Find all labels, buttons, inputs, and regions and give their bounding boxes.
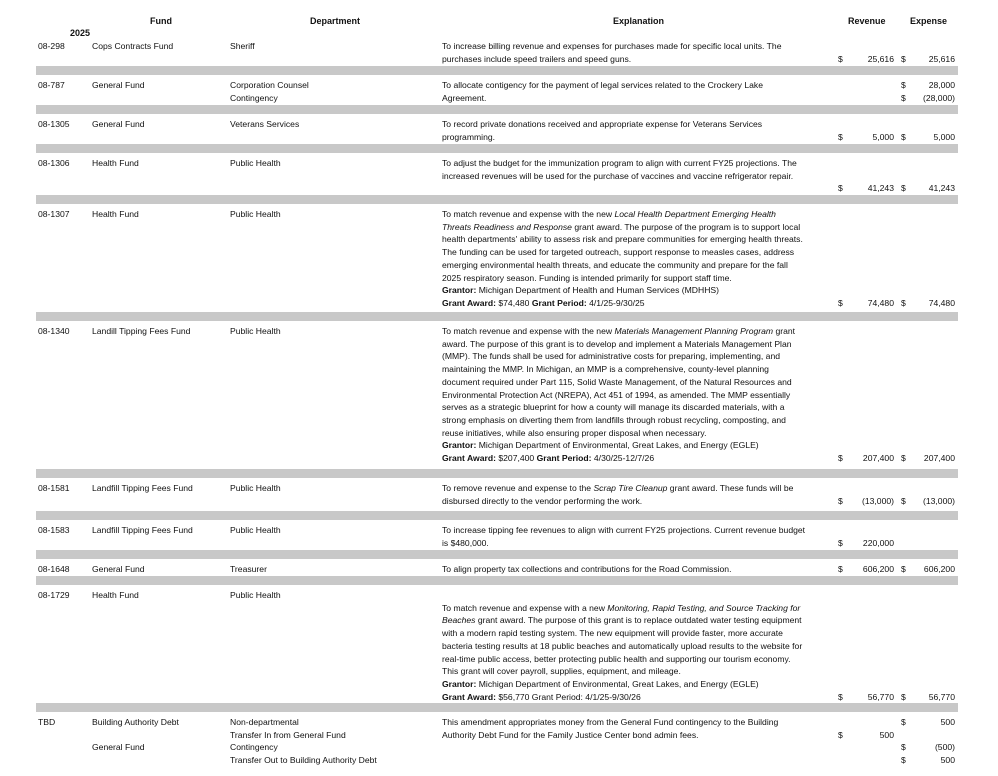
explanation-line: Environmental Protection Act (NREPA), Act 451 of 1994, as amended. The MMP essentially — [442, 389, 791, 400]
department-name: Public Health — [230, 326, 281, 336]
fund-name: Landfill Tipping Fees Fund — [92, 483, 193, 493]
department-name: Transfer Out to Building Authority Debt — [230, 755, 377, 766]
amount-value: 56,770 — [867, 691, 894, 702]
currency-symbol: $ — [901, 564, 906, 574]
header-expense: Expense — [910, 16, 948, 26]
amount-value: 56,770 — [928, 691, 955, 702]
department-name: Corporation Counsel — [230, 80, 309, 90]
explanation — [442, 563, 842, 576]
explanation-line: (MMP). The funds shall be used for administrative costs for preparing, implementing, and — [442, 351, 781, 362]
row-separator — [36, 312, 958, 321]
row-separator — [36, 576, 958, 585]
amendment-id: 08-1307 — [38, 209, 70, 219]
amount-value: 500 — [940, 717, 955, 727]
year-label: 2025 — [70, 28, 91, 38]
amendment-id: 08-1581 — [38, 483, 70, 493]
explanation-line: To match revenue and expense with a new Monitoring, Rapid Testing, and Source Tracking for — [442, 602, 801, 613]
currency-symbol: $ — [901, 183, 906, 194]
explanation-line: Grantor: Michigan Department of Environmental, Great Lakes, and Energy (EGLE) — [442, 440, 759, 451]
amount-value: (13,000) — [861, 495, 894, 506]
currency-symbol: $ — [901, 92, 906, 103]
currency-symbol: $ — [838, 537, 843, 548]
department-name: Contingency — [230, 92, 278, 103]
currency-symbol: $ — [901, 53, 906, 64]
amendment-id: 08-1648 — [38, 564, 70, 574]
currency-symbol: $ — [901, 80, 906, 90]
explanation-line: To adjust the budget for the immunization program to align with current FY25 projections. The — [442, 158, 797, 168]
explanation-line: Grant Award: $56,770 Grant Period: 4/1/25-9/30/26 — [442, 691, 641, 702]
department-name: Treasurer — [230, 564, 267, 574]
amount-value: 5,000 — [933, 131, 955, 142]
explanation-line: disbursed directly to the vendor performing the work. — [442, 495, 643, 506]
explanation — [442, 524, 842, 549]
row-separator — [36, 703, 958, 712]
explanation — [442, 482, 842, 507]
explanation — [442, 325, 842, 465]
explanation-line: To record private donations received and appropriate expense for Veterans Services — [442, 119, 763, 129]
currency-symbol: $ — [901, 297, 906, 308]
explanation-line: document required under Part 115, Solid Waste Management, of the Natural Resources and — [442, 376, 792, 387]
fund-name: Building Authority Debt — [92, 717, 179, 727]
amount-value: 41,243 — [928, 183, 955, 194]
amendment-id: 08-1729 — [38, 590, 70, 600]
header-explanation: Explanation — [613, 16, 665, 26]
explanation — [442, 79, 842, 104]
fund-name: Health Fund — [92, 209, 139, 219]
amount-value: 500 — [879, 729, 894, 740]
currency-symbol: $ — [838, 183, 843, 194]
amendment-id: 08-787 — [38, 80, 65, 90]
explanation-line: Agreement. — [442, 92, 487, 103]
amount-value: 220,000 — [862, 537, 894, 548]
amount-value: 74,480 — [928, 297, 955, 308]
amount-value: (28,000) — [922, 92, 955, 103]
explanation-line: Grantor: Michigan Department of Health and Human Services (MDHHS) — [442, 285, 720, 296]
currency-symbol: $ — [838, 453, 843, 463]
explanation-line: real-time public access, better protecting public health and supporting our tourism economy. — [442, 653, 791, 664]
amount-value: 74,480 — [867, 297, 894, 308]
header-fund: Fund — [150, 16, 172, 26]
explanation-line: Threats Readiness and Response grant award. The purpose of the program is to support local — [442, 221, 801, 232]
explanation-line: The funding can be used for targeted outreach, support response to measles cases, address — [442, 247, 795, 258]
explanation-line: Beaches grant award. The purpose of this grant is to replace outdated water testing equipment — [442, 615, 802, 626]
explanation-line: reuse initiatives, while also ensuring proper disposal when necessary. — [442, 427, 707, 438]
currency-symbol: $ — [838, 297, 843, 308]
row-separator — [36, 195, 958, 204]
amount-value: (13,000) — [922, 495, 955, 506]
currency-symbol: $ — [838, 729, 843, 740]
row-separator — [36, 511, 958, 520]
explanation-line: This grant will cover payroll, supplies, equipment, and mileage. — [442, 666, 681, 677]
amount-value: 5,000 — [872, 131, 894, 142]
amount-value: (500) — [934, 742, 955, 753]
explanation-line: To remove revenue and expense to the Scrap Tire Cleanup grant award. These funds will be — [442, 483, 794, 493]
fund-name: General Fund — [92, 80, 145, 90]
currency-symbol: $ — [838, 691, 843, 702]
explanation-line: To match revenue and expense with the new Local Health Department Emerging Health — [442, 209, 776, 219]
explanation-line: maintaining the MMP. In Michigan, an MMP is a comprehensive, county-level planning — [442, 364, 769, 375]
explanation-line: programming. — [442, 131, 496, 142]
fund-name: Health Fund — [92, 590, 139, 600]
currency-symbol: $ — [901, 717, 906, 727]
amendment-id: 08-1340 — [38, 326, 70, 336]
currency-symbol: $ — [838, 53, 843, 64]
department-name: Public Health — [230, 209, 281, 219]
explanation-line: serves as a strategic blueprint for how a county will manage its discarded materials, with a — [442, 402, 785, 413]
row-separator — [36, 144, 958, 153]
fund-name: Cops Contracts Fund — [92, 41, 174, 51]
department-name: Contingency — [230, 742, 278, 753]
explanation — [442, 157, 842, 182]
amendment-id: 08-1305 — [38, 119, 70, 129]
amount-value: 500 — [940, 755, 955, 766]
amendment-id: 08-1306 — [38, 158, 70, 168]
department-name: Veterans Services — [230, 119, 300, 129]
fund-name: General Fund — [92, 742, 145, 753]
explanation-line: purchases include speed trailers and speed guns. — [442, 53, 632, 64]
row-separator — [36, 105, 958, 114]
explanation-line: Grantor: Michigan Department of Environmental, Great Lakes, and Energy (EGLE) — [442, 678, 759, 689]
amendment-id: 08-298 — [38, 41, 65, 51]
header-department: Department — [310, 16, 361, 26]
currency-symbol: $ — [901, 755, 906, 766]
currency-symbol: $ — [838, 495, 843, 506]
explanation-line: To increase tipping fee revenues to align with current FY25 projections. Current revenue budget — [442, 525, 806, 535]
currency-symbol: $ — [901, 691, 906, 702]
explanation — [442, 40, 842, 65]
explanation-line: To match revenue and expense with the new Materials Management Planning Program grant — [442, 326, 796, 336]
explanation-line: health departments' ability to assess risk and prepare communities for emerging health threats. — [442, 234, 803, 245]
row-separator — [36, 66, 958, 75]
explanation-line: award. The purpose of this grant is to develop and implement a Materials Management Plan — [442, 338, 792, 349]
amount-value: 606,200 — [923, 564, 955, 574]
department-name: Non-departmental — [230, 717, 299, 727]
explanation-line — [442, 589, 842, 602]
explanation-line: bacteria testing results at 18 public beaches and automatically upload results to the website for — [442, 640, 803, 651]
fund-name: General Fund — [92, 564, 145, 574]
currency-symbol: $ — [901, 131, 906, 142]
amount-value: 28,000 — [928, 80, 955, 90]
fund-name: Landfill Tipping Fees Fund — [92, 525, 193, 535]
amendment-id: 08-1583 — [38, 525, 70, 535]
explanation-line: To align property tax collections and contributions for the Road Commission. — [442, 564, 732, 574]
currency-symbol: $ — [838, 131, 843, 142]
amount-value: 25,616 — [928, 53, 955, 64]
explanation — [442, 208, 842, 310]
row-separator — [36, 469, 958, 478]
amount-value: 207,400 — [862, 453, 894, 463]
explanation-line: is $480,000. — [442, 537, 489, 548]
amount-value: 25,616 — [867, 53, 894, 64]
department-name: Public Health — [230, 525, 281, 535]
fund-name: Health Fund — [92, 158, 139, 168]
explanation — [442, 589, 842, 703]
explanation-line: Grant Award: $207,400 Grant Period: 4/30/25-12/7/26 — [442, 453, 655, 464]
currency-symbol: $ — [838, 564, 843, 574]
header-revenue: Revenue — [848, 16, 886, 26]
row-separator — [36, 550, 958, 559]
amount-value: 207,400 — [923, 453, 955, 463]
currency-symbol: $ — [901, 495, 906, 506]
explanation-line: 2025 respiratory season. Funding is intended primarily for support staff time. — [442, 272, 732, 283]
explanation-line: Grant Award: $74,480 Grant Period: 4/1/25-9/30/25 — [442, 297, 645, 308]
currency-symbol: $ — [901, 453, 906, 463]
fund-name: General Fund — [92, 119, 145, 129]
fund-name: Landill Tipping Fees Fund — [92, 326, 191, 336]
department-name: Public Health — [230, 483, 281, 493]
department-name: Transfer In from General Fund — [230, 729, 346, 740]
explanation-line: strong emphasis on diverting them from landfills through robust recycling, composting, and — [442, 414, 786, 425]
amount-value: 606,200 — [862, 564, 894, 574]
explanation-line: with a modern rapid testing system. The new equipment will provide faster, more accurate — [442, 628, 783, 639]
amount-value: 41,243 — [867, 183, 894, 194]
explanation-line: increased revenues will be used for the purchase of vaccines and vaccine refrigerator repair. — [442, 170, 794, 181]
amendment-id: TBD — [38, 717, 56, 727]
explanation — [442, 118, 842, 143]
explanation-line: To increase billing revenue and expenses for purchases made for specific local units. The — [442, 41, 782, 51]
department-name: Public Health — [230, 590, 281, 600]
department-name: Sheriff — [230, 41, 255, 51]
explanation-line: To allocate contigency for the payment of legal services related to the Crockery Lake — [442, 80, 764, 90]
department-name: Public Health — [230, 158, 281, 168]
explanation-line: emerging environmental health threats, and educate the community and prepare for the fall — [442, 259, 788, 270]
currency-symbol: $ — [901, 742, 906, 753]
explanation-line: This amendment appropriates money from the General Fund contingency to the Building — [442, 717, 779, 727]
explanation — [442, 716, 842, 741]
explanation-line: Authority Debt Fund for the Family Justice Center bond admin fees. — [442, 729, 699, 740]
